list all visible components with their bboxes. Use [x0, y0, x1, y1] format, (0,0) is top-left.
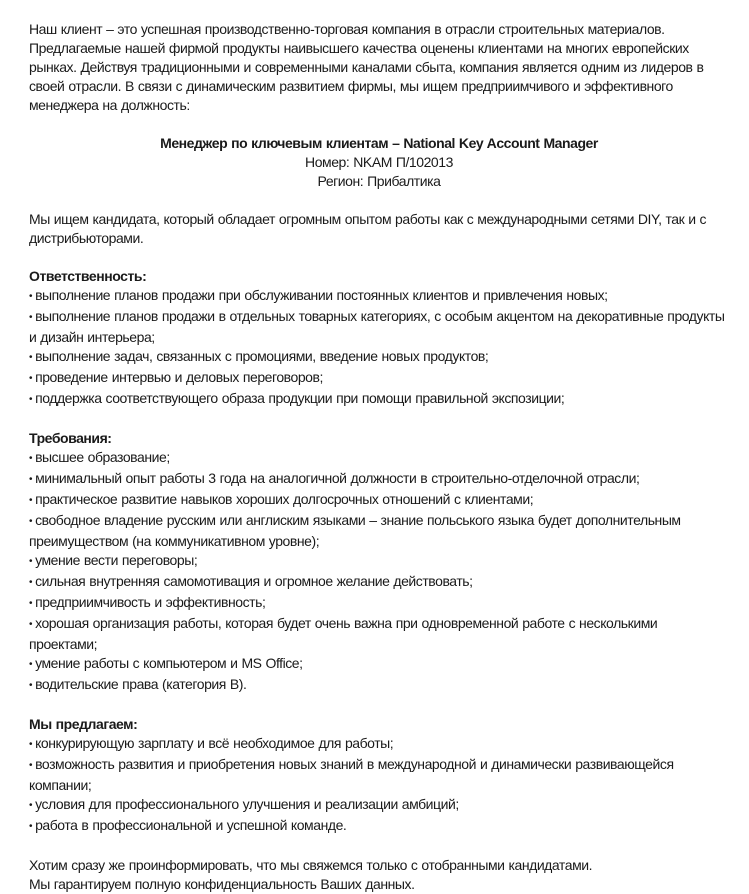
spacer	[29, 191, 729, 210]
list-item: • конкурирующую зарплату и всё необходимое для работы;	[29, 735, 394, 751]
bullet-icon: •	[29, 680, 33, 691]
bullet-icon: •	[29, 800, 33, 811]
bullet-icon: •	[29, 556, 33, 567]
requirements-title: Требования:	[29, 430, 112, 446]
offer-list	[29, 734, 729, 837]
intro-paragraph: Наш клиент – это успешная производственно-торговая компания в отрасли строительных материалов. Предлагаемые нашей фирмой продукты наивысшего качества оценены клиентами на многих европейских рынках. Действуя традиционными и современными каналами сбыта, компания является одним из лидеров в своей отрасли. В связи с динамическим развитием фирмы, мы ищем предприимчивого и эффективного менеджера на должность:	[29, 21, 704, 113]
offer-section	[29, 715, 729, 837]
list-item: • работа в профессиональной и успешной команде.	[29, 817, 347, 833]
list-item: • умение работы с компьютером и MS Office;	[29, 655, 303, 671]
list-item: • выполнение планов продажи при обслуживании постоянных клиентов и привлечения новых;	[29, 287, 608, 303]
job-region: Регион: Прибалтика	[317, 173, 441, 189]
list-item: • предприимчивость и эффективность;	[29, 594, 266, 610]
job-posting	[29, 20, 729, 894]
spacer	[29, 837, 729, 856]
bullet-icon: •	[29, 619, 33, 630]
job-title: Менеджер по ключевым клиентам – National Key Account Manager	[160, 135, 598, 151]
job-header	[29, 134, 729, 191]
responsibilities-list	[29, 286, 729, 410]
bullet-icon: •	[29, 474, 33, 485]
responsibilities-section	[29, 267, 729, 410]
list-item: • практическое развитие навыков хороших долгосрочных отношений с клиентами;	[29, 491, 534, 507]
list-item: • выполнение задач, связанных с промоциями, введение новых продуктов;	[29, 348, 489, 364]
bullet-icon: •	[29, 821, 33, 832]
spacer	[29, 248, 729, 267]
list-item: • сильная внутренняя самомотивация и огромное желание действовать;	[29, 573, 473, 589]
list-item: • хорошая организация работы, которая будет очень важна при одновременной работе с несколькими проектами;	[29, 615, 658, 652]
candidate-paragraph: Мы ищем кандидата, который обладает огромным опытом работы как с международными сетями DIY, так и с дистрибьюторами.	[29, 211, 707, 246]
list-item: • водительские права (категория B).	[29, 676, 247, 692]
closing-line-1: Хотим сразу же проинформировать, что мы свяжемся только с отобранными кандидатами.	[29, 857, 593, 873]
bullet-icon: •	[29, 516, 33, 527]
requirements-list	[29, 448, 729, 696]
closing-line-2: Мы гарантируем полную конфиденциальность Ваших данных.	[29, 876, 415, 892]
bullet-icon: •	[29, 495, 33, 506]
list-item: • проведение интервью и деловых переговоров;	[29, 369, 323, 385]
bullet-icon: •	[29, 453, 33, 464]
spacer	[29, 696, 729, 715]
offer-title: Мы предлагаем:	[29, 716, 138, 732]
bullet-icon: •	[29, 312, 33, 323]
bullet-icon: •	[29, 659, 33, 670]
bullet-icon: •	[29, 373, 33, 384]
bullet-icon: •	[29, 291, 33, 302]
bullet-icon: •	[29, 394, 33, 405]
requirements-section	[29, 429, 729, 696]
list-item: • минимальный опыт работы 3 года на аналогичной должности в строительно-отделочной отрасли;	[29, 470, 640, 486]
list-item: • свободное владение русским или англиским языками – знание польського языка будет дополнительным преимуществом (на коммуникативном уровне);	[29, 512, 681, 549]
list-item: • выполнение планов продажи в отдельных товарных категориях, с особым акцентом на декоративные продукты и дизайн интерьера;	[29, 308, 725, 345]
bullet-icon: •	[29, 598, 33, 609]
bullet-icon: •	[29, 352, 33, 363]
list-item: • поддержка соответствующего образа продукции при помощи правильной экспозиции;	[29, 390, 565, 406]
bullet-icon: •	[29, 577, 33, 588]
bullet-icon: •	[29, 760, 33, 771]
list-item: • высшее образование;	[29, 449, 170, 465]
list-item: • условия для профессионального улучшения и реализации амбиций;	[29, 796, 459, 812]
responsibilities-title: Ответственность:	[29, 268, 147, 284]
job-number: Номер: NKAM П/102013	[305, 154, 453, 170]
list-item: • умение вести переговоры;	[29, 552, 198, 568]
spacer	[29, 410, 729, 429]
list-item: • возможность развития и приобретения новых знаний в международной и динамически развивающейся компании;	[29, 756, 674, 793]
bullet-icon: •	[29, 739, 33, 750]
